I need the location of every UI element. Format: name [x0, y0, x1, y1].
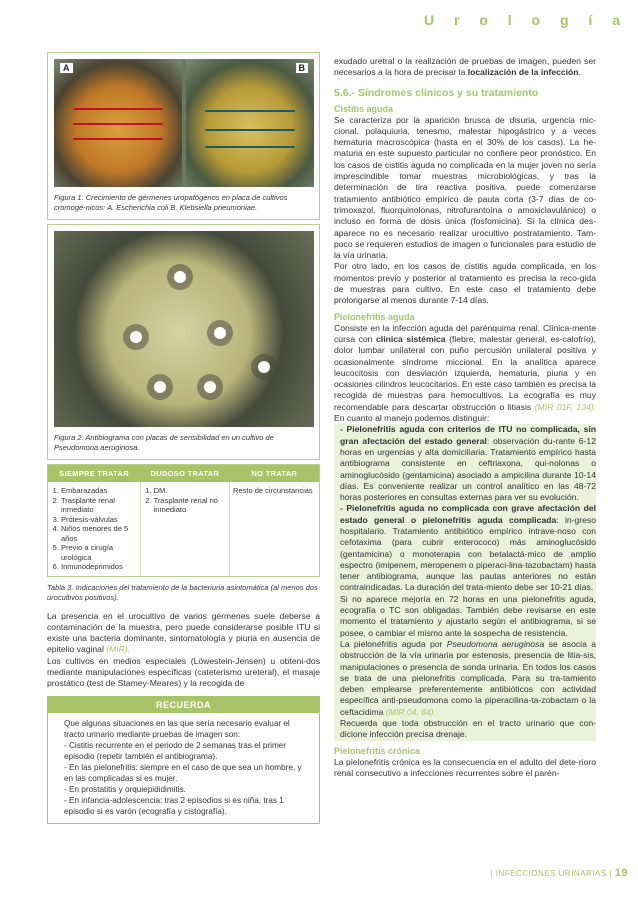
section-title: 5.6.- Síndromes clínicos y su tratamiento: [334, 86, 539, 99]
figure-1-photo: [54, 59, 314, 187]
plate-label-a: A: [60, 63, 73, 73]
page-footer: [490, 867, 628, 879]
list-item: 4. Niños menores de 5 años: [61, 524, 137, 543]
body-paragraph: La presencia en el urocultivo de varios gérmenes suele deberse a contaminación de la muestra, pero puede considerarse posible ITU si existe una bacteria dominante, sintomatología y piuria en ausencia de epitelio vaginal (MIR).: [47, 610, 320, 655]
body-paragraph: Los cultivos en medios especiales (Löwestein-Jensen) u obteni-dos mediante manipulaciones específicas (cateterismo ureteral), el masaje prostático (test de Stamey-Meares) y la recogida de: [47, 655, 320, 689]
recuerda-line: - En prostatitis y orquiepididimitis.: [64, 784, 186, 794]
list-item: - Pielonefritis aguda no complicada con grave afectación del estado general o pielonefritis aguda complicada: in-greso hospitalario. Tratamiento antibiótico empírico intrave-noso con cefotaxima (para cubrir enterococo) más aminoglucósido (gentamicina) o monoterapia con betalactá-mico de amplio espectro (imipenem, meropenem o piperaci-lina-tazobactam) hasta tener antibiograma, aunque las pautas anteriores no están contraindicadas. La duración del trata-miento debe ser 10-21 días.: [340, 503, 597, 593]
left-column: [47, 52, 320, 824]
list-item: Si no aparece mejoría en 72 horas en una pielonefritis aguda, ecografía o TC son obligadas. También debe revisarse en este momento el tratamiento y ajustarlo según el antibiograma, si se posee, o cambiar el mismo ante la sospecha de resistencia.: [340, 593, 596, 638]
body-paragraph: La pielonefritis crónica es la consecuencia en el adulto del dete-rioro renal consecutivo a infecciones recurrentes sobre el parén-: [334, 756, 596, 778]
recuerda-box: [47, 696, 320, 824]
culture-plate-b: [186, 59, 314, 187]
col-header-no: NO TRATAR: [230, 465, 319, 482]
right-column: [334, 56, 596, 779]
recuerda-line: - Cistitis recurrente en el periodo de 2 semanas tras el primer episodio (repetir también el antibiograma).: [64, 740, 287, 761]
list-item: 3. Prótesis-válvulas: [61, 515, 137, 525]
figure-2: [47, 224, 320, 460]
subsection-title: Cistitis aguda: [334, 103, 394, 114]
list-item: - Pielonefritis aguda con criterios de ITU no complicada, sin gran afectación del estado general: observación du-rante 6-12 horas en urgencias y alta domiciliaria. Tratamiento empírico hasta antibiograma consistente en ceftriaxona, qui-nolonas o aminoglucósido (gentamicina) asociado a ampicilina durante 10-14 días. Es conveniente realizar un control analítico en las 48-72 horas posteriores en consultas externas para ver su evolución.: [340, 424, 596, 503]
culture-plate-a: [54, 59, 182, 187]
list-item: 1. Embarazadas: [61, 486, 137, 496]
table-3-caption: Tabla 3. Indicaciones del tratamiento de la bacteriuria asintomática (al menos dos urocultivos positivos).: [47, 582, 318, 602]
figure-2-caption: Figura 2. Antibiograma con placas de sensibilidad en un cultivo de Pseudomona aeruginosa.: [54, 433, 274, 452]
list-item: 6. Inmunodeprimidos: [61, 562, 137, 572]
body-paragraph: Se caracteriza por la aparición brusca de disuria, urgencia mic-cional, polaquiuria, tenesmo, malestar hipogástrico y a veces hematuria macroscópica (hasta en el 30% de los casos). La he-maturia en este supuesto particular no confiere peor pronóstico. En los casos de cistitis aguda no complicada en la mujer joven no sería imprescindible tomar muestras microbiológicas, y tras la determinación de tira reactiva positiva, puede comenzarse tratamiento antibiótico empírico de pauta corta (3-7 días de co-trimoxazol, fluorquinolonas, nitrofurantoína o amoxiclavulánico) o incluso en forma de dosis única (fosfomicina). Si la clínica des-aparece no es necesario realizar urocultivo postratamiento. Tam-poco se requieren estudios de imagen o funcionales para estudio de la vía urinaria.: [334, 114, 596, 261]
management-list: [334, 424, 596, 740]
col-header-dudoso: DUDOSO TRATAR: [140, 465, 229, 482]
table-cell: Resto de circunstancias: [233, 486, 313, 495]
page-number: 19: [614, 867, 628, 879]
antibiogram-photo: [54, 231, 314, 427]
list-item: 1. DM.: [154, 486, 226, 496]
body-paragraph: Consiste en la infección aguda del parénquima renal. Clínica-mente cursa con clínica sistémica (fiebre, malestar general, es-calofrío), dolor lumbar unilateral con puño percusión unilateral positiva y ocasionalmente síndrome miccional. En la analítica aparece leucocitosis con desviación izquierda, hematuria, piuria y en ocasiones cilindros leucocitarios. En este caso también es precisa la recogida de muestras para hemocultivos. La ecografía es muy recomendable para descartar obstrucción o litiasis (MIR 01F, 134). En cuanto al manejo podemos distinguir:: [334, 322, 596, 424]
figure-1-caption: Figura 1. Crecimiento de gérmenes uropatógenos en placa de cultivos cromogé-nicos: A. Escherichia coli B. Klebsiella pneumoniae.: [54, 193, 288, 212]
table-3: [47, 464, 320, 577]
recuerda-line: - En infancia-adolescencia: tras 2 episodios si es niña, tras 1 episodio si es varón (ecografía y cistografía).: [64, 795, 284, 816]
recuerda-line: - En las pielonefritis: siempre en el caso de que sea un hombre, y en las complicadas si es mujer.: [64, 762, 302, 783]
list-item: 2. Trasplante renal inmediato: [61, 496, 137, 515]
subsection-title: Pielonefritis aguda: [334, 311, 415, 322]
subsection-title: Pielonefritis crónica: [334, 745, 421, 756]
list-item: Recuerda que toda obstrucción en el tracto urinario que con-dicione infección precisa drenaje.: [340, 718, 596, 740]
intro-paragraph: exudado uretral o la realización de pruebas de imagen, pueden ser necesarios a la hora de precisar la localización de la infección.: [334, 56, 596, 78]
col-header-siempre: SIEMPRE TRATAR: [48, 465, 140, 482]
list-item: 2. Trasplante renal no inmediato: [154, 496, 226, 515]
body-paragraph: Por otro lado, en los casos de cistitis aguda complicada, en los momentos previo y posterior al tratamiento es precisa la reco-gida de muestras para cultivo. En este caso el tratamiento debe prolongarse al menos durante 7-14 días.: [334, 261, 596, 306]
figure-1: [47, 52, 320, 220]
plate-label-b: B: [296, 63, 309, 73]
indications-table: [48, 465, 319, 576]
list-item: La pielonefritis aguda por Pseudomona aeruginosa se asocia a obstrucción de la vía urinaria por estenosis, presencia de litia-sis, manipulaciones o presencia de sonda urinaria. En todos los casos se trata de una pielonefritis complicada. Para su tra-tamiento deben emplearse preferentemente antibióticos con actividad específica anti-pseudomona como la piperacilina-ta-zobactam o la ceftacidima (MIR 04, 84).: [340, 638, 596, 717]
footer-section: | INFECCIONES URINARIAS |: [490, 869, 613, 878]
list-item: 5. Previo a cirugía urológica: [61, 543, 137, 562]
running-header: U r o l o g í a: [423, 12, 628, 28]
recuerda-line: Que algunas situaciones en las que sería necesario evaluar el tracto urinario mediante pruebas de imagen son:: [64, 718, 290, 739]
recuerda-title: RECUERDA: [48, 697, 319, 713]
